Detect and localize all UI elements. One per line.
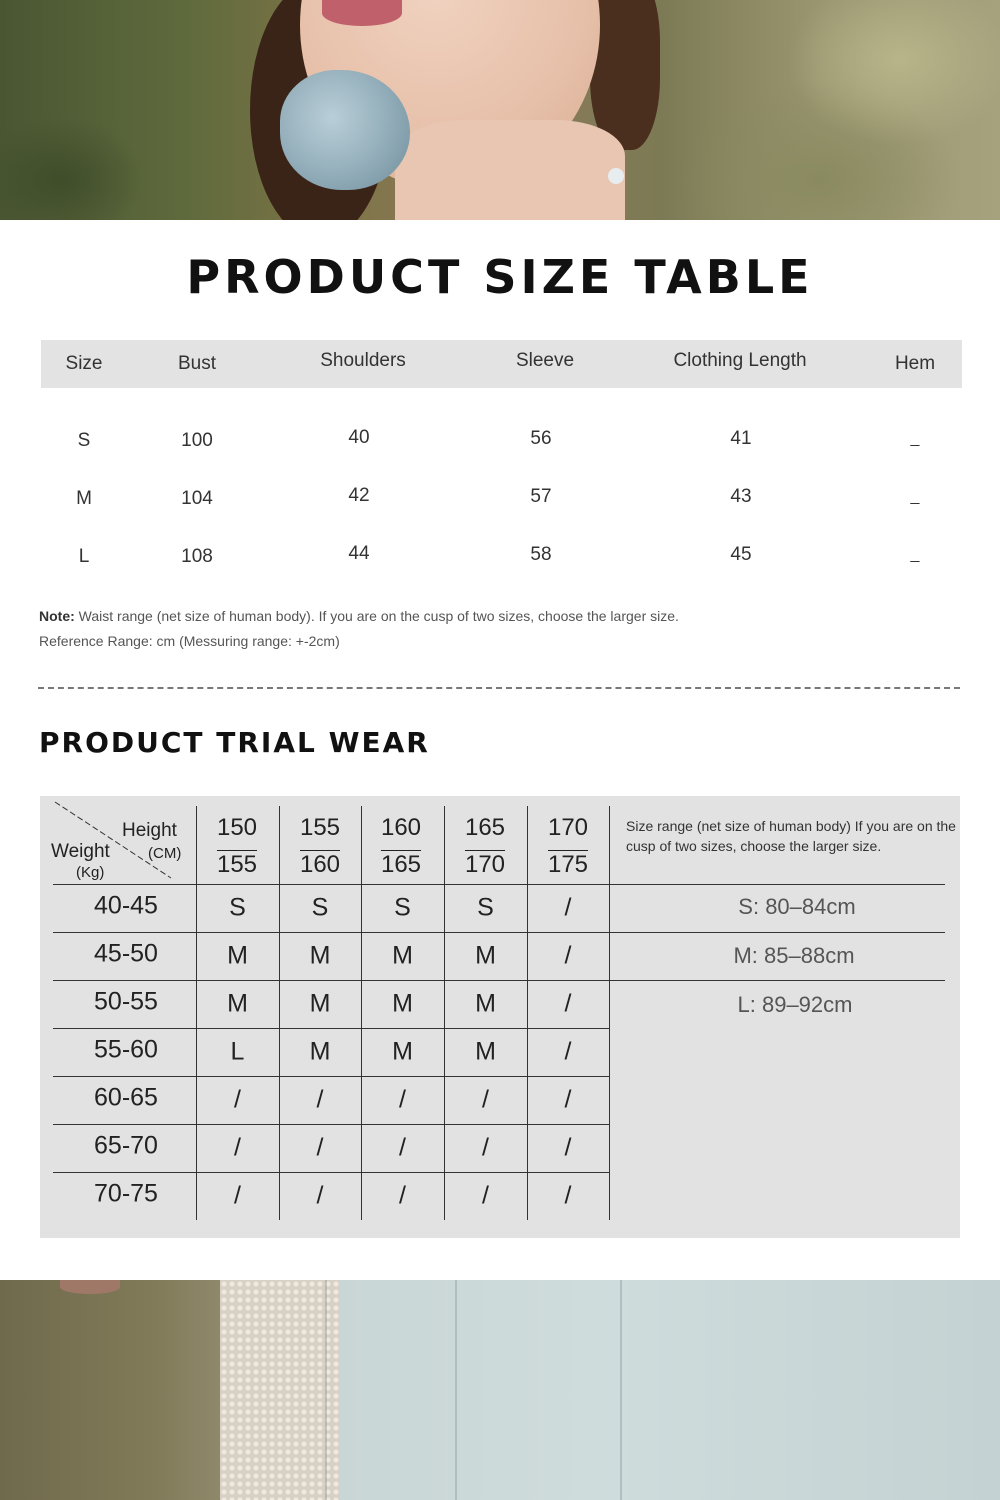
height-from: 165 — [464, 814, 506, 841]
cell-sleeve: 58 — [530, 544, 552, 565]
size-note — [39, 604, 679, 654]
cell-clothing-length: 45 — [730, 544, 752, 565]
size-cell: / — [564, 989, 572, 1018]
header-shoulders: Shoulders — [320, 350, 406, 371]
height-to: 170 — [464, 851, 506, 878]
section-divider — [38, 687, 960, 689]
grid-hline — [53, 1172, 609, 1173]
header-sleeve: Sleeve — [515, 350, 575, 371]
size-cell: M — [475, 1037, 496, 1066]
range-s: S: 80–84cm — [738, 894, 856, 919]
corner-kg-label: (Kg) — [76, 864, 105, 881]
size-cell: / — [564, 1181, 572, 1210]
size-cell: M — [309, 941, 331, 970]
grid-vline — [609, 806, 610, 1220]
size-cell: / — [482, 1133, 489, 1162]
size-cell: / — [399, 1085, 406, 1114]
model-photo-bottom — [0, 1280, 1000, 1500]
table-row — [41, 543, 962, 604]
cell-sleeve: 57 — [530, 486, 552, 507]
size-table-header — [41, 340, 962, 388]
grid-hline — [53, 884, 945, 885]
hair-scrunchie — [280, 70, 410, 190]
cell-size: M — [76, 488, 92, 509]
fabric-fold — [455, 1280, 457, 1500]
cell-shoulders: 40 — [348, 427, 370, 448]
cell-sleeve: 56 — [530, 428, 552, 449]
size-cell: / — [564, 1085, 572, 1114]
height-header — [300, 809, 340, 883]
model-hand — [60, 1280, 120, 1294]
size-table-title: PRODUCT SIZE TABLE — [186, 250, 814, 304]
size-cell: / — [234, 1133, 241, 1162]
cell-clothing-length: 43 — [730, 486, 752, 507]
cell-size: L — [78, 546, 90, 567]
size-cell: M — [227, 989, 248, 1018]
grid-vline — [444, 806, 445, 1220]
weight-label: 50-55 — [94, 987, 158, 1016]
trial-wear-table — [40, 796, 960, 1238]
table-row — [41, 427, 962, 488]
size-cell: M — [309, 989, 331, 1018]
grid-hline — [53, 1076, 609, 1077]
weight-label: 45-50 — [94, 939, 158, 968]
header-hem: Hem — [894, 353, 936, 374]
header-clothing-length: Clothing Length — [673, 350, 807, 371]
model-photo-top — [0, 0, 1000, 220]
height-header — [465, 809, 505, 883]
height-from: 155 — [299, 814, 341, 841]
cell-bust: 100 — [181, 430, 213, 451]
size-cell: / — [316, 1133, 324, 1162]
grid-vline — [196, 806, 197, 1220]
size-cell: M — [309, 1037, 331, 1066]
height-header — [381, 809, 421, 883]
height-from: 150 — [216, 814, 258, 841]
cell-bust: 104 — [181, 488, 213, 509]
cell-shoulders: 44 — [348, 543, 370, 564]
size-cell: L — [230, 1037, 245, 1066]
height-header — [217, 809, 257, 883]
trial-wear-title: PRODUCT TRIAL WEAR — [39, 726, 430, 759]
size-table — [41, 340, 962, 567]
table-row — [41, 485, 962, 546]
height-to: 165 — [380, 851, 422, 878]
cell-bust: 108 — [181, 546, 213, 567]
necklace-bead — [608, 168, 624, 184]
height-to: 160 — [299, 851, 341, 878]
size-cell: S — [229, 893, 246, 922]
fabric-fold — [620, 1280, 622, 1500]
cell-hem: _ — [910, 488, 920, 505]
size-cell: / — [234, 1085, 241, 1114]
size-cell: / — [564, 1037, 572, 1066]
range-l: L: 89–92cm — [737, 992, 853, 1017]
weight-label: 55-60 — [94, 1035, 158, 1064]
corner-weight-label: Weight — [51, 841, 110, 862]
height-to: 155 — [216, 851, 258, 878]
size-cell: M — [392, 1037, 413, 1066]
note-text: Waist range (net size of human body). If you are on the cusp of two sizes, choose the larger size. — [74, 608, 679, 624]
size-cell: M — [392, 941, 413, 970]
corner-height-label: Height — [122, 820, 177, 841]
weight-label: 70-75 — [94, 1179, 158, 1208]
size-cell: / — [564, 1133, 572, 1162]
model-lips — [322, 0, 402, 26]
cell-shoulders: 42 — [348, 485, 370, 506]
height-from: 160 — [380, 814, 422, 841]
header-size: Size — [65, 353, 103, 374]
size-cell: / — [316, 1181, 324, 1210]
size-cell: M — [475, 989, 496, 1018]
size-cell: M — [227, 941, 248, 970]
size-cell: S — [477, 893, 494, 922]
grid-vline — [527, 806, 528, 1220]
height-to: 175 — [547, 851, 589, 878]
size-cell: S — [311, 893, 329, 922]
size-cell: S — [394, 893, 411, 922]
model-neck — [395, 120, 625, 220]
size-cell: / — [564, 941, 572, 970]
cell-clothing-length: 41 — [730, 428, 752, 449]
fabric-fold — [325, 1280, 327, 1500]
size-cell: / — [564, 893, 572, 922]
cell-hem: _ — [910, 430, 920, 447]
weight-label: 65-70 — [94, 1131, 158, 1160]
grid-vline — [361, 806, 362, 1220]
size-range-note: Size range (net size of human body) If you are on the cusp of two sizes, choose the larger size. — [626, 818, 956, 854]
grid-hline — [53, 980, 945, 981]
height-from: 170 — [547, 814, 589, 841]
size-cell: / — [482, 1181, 489, 1210]
size-cell: / — [399, 1133, 406, 1162]
range-m: M: 85–88cm — [733, 943, 855, 968]
weight-label: 40-45 — [94, 891, 158, 920]
height-header — [548, 809, 588, 883]
weight-label: 60-65 — [94, 1083, 158, 1112]
size-cell: / — [482, 1085, 489, 1114]
size-cell: / — [316, 1085, 324, 1114]
size-cell: M — [475, 941, 496, 970]
note-label: Note: — [39, 608, 75, 624]
size-cell: M — [392, 989, 413, 1018]
size-cell: / — [399, 1181, 406, 1210]
grid-hline — [53, 1028, 609, 1029]
grid-hline — [53, 932, 945, 933]
grid-vline — [279, 806, 280, 1220]
header-bust: Bust — [177, 353, 217, 374]
reference-range: Reference Range: cm (Messuring range: +-2cm) — [39, 633, 340, 649]
cell-size: S — [77, 430, 91, 451]
corner-cm-label: (CM) — [148, 845, 182, 862]
size-cell: / — [234, 1181, 241, 1210]
cell-hem: _ — [910, 546, 920, 563]
grid-hline — [53, 1124, 609, 1125]
lace-cardigan — [220, 1280, 340, 1500]
